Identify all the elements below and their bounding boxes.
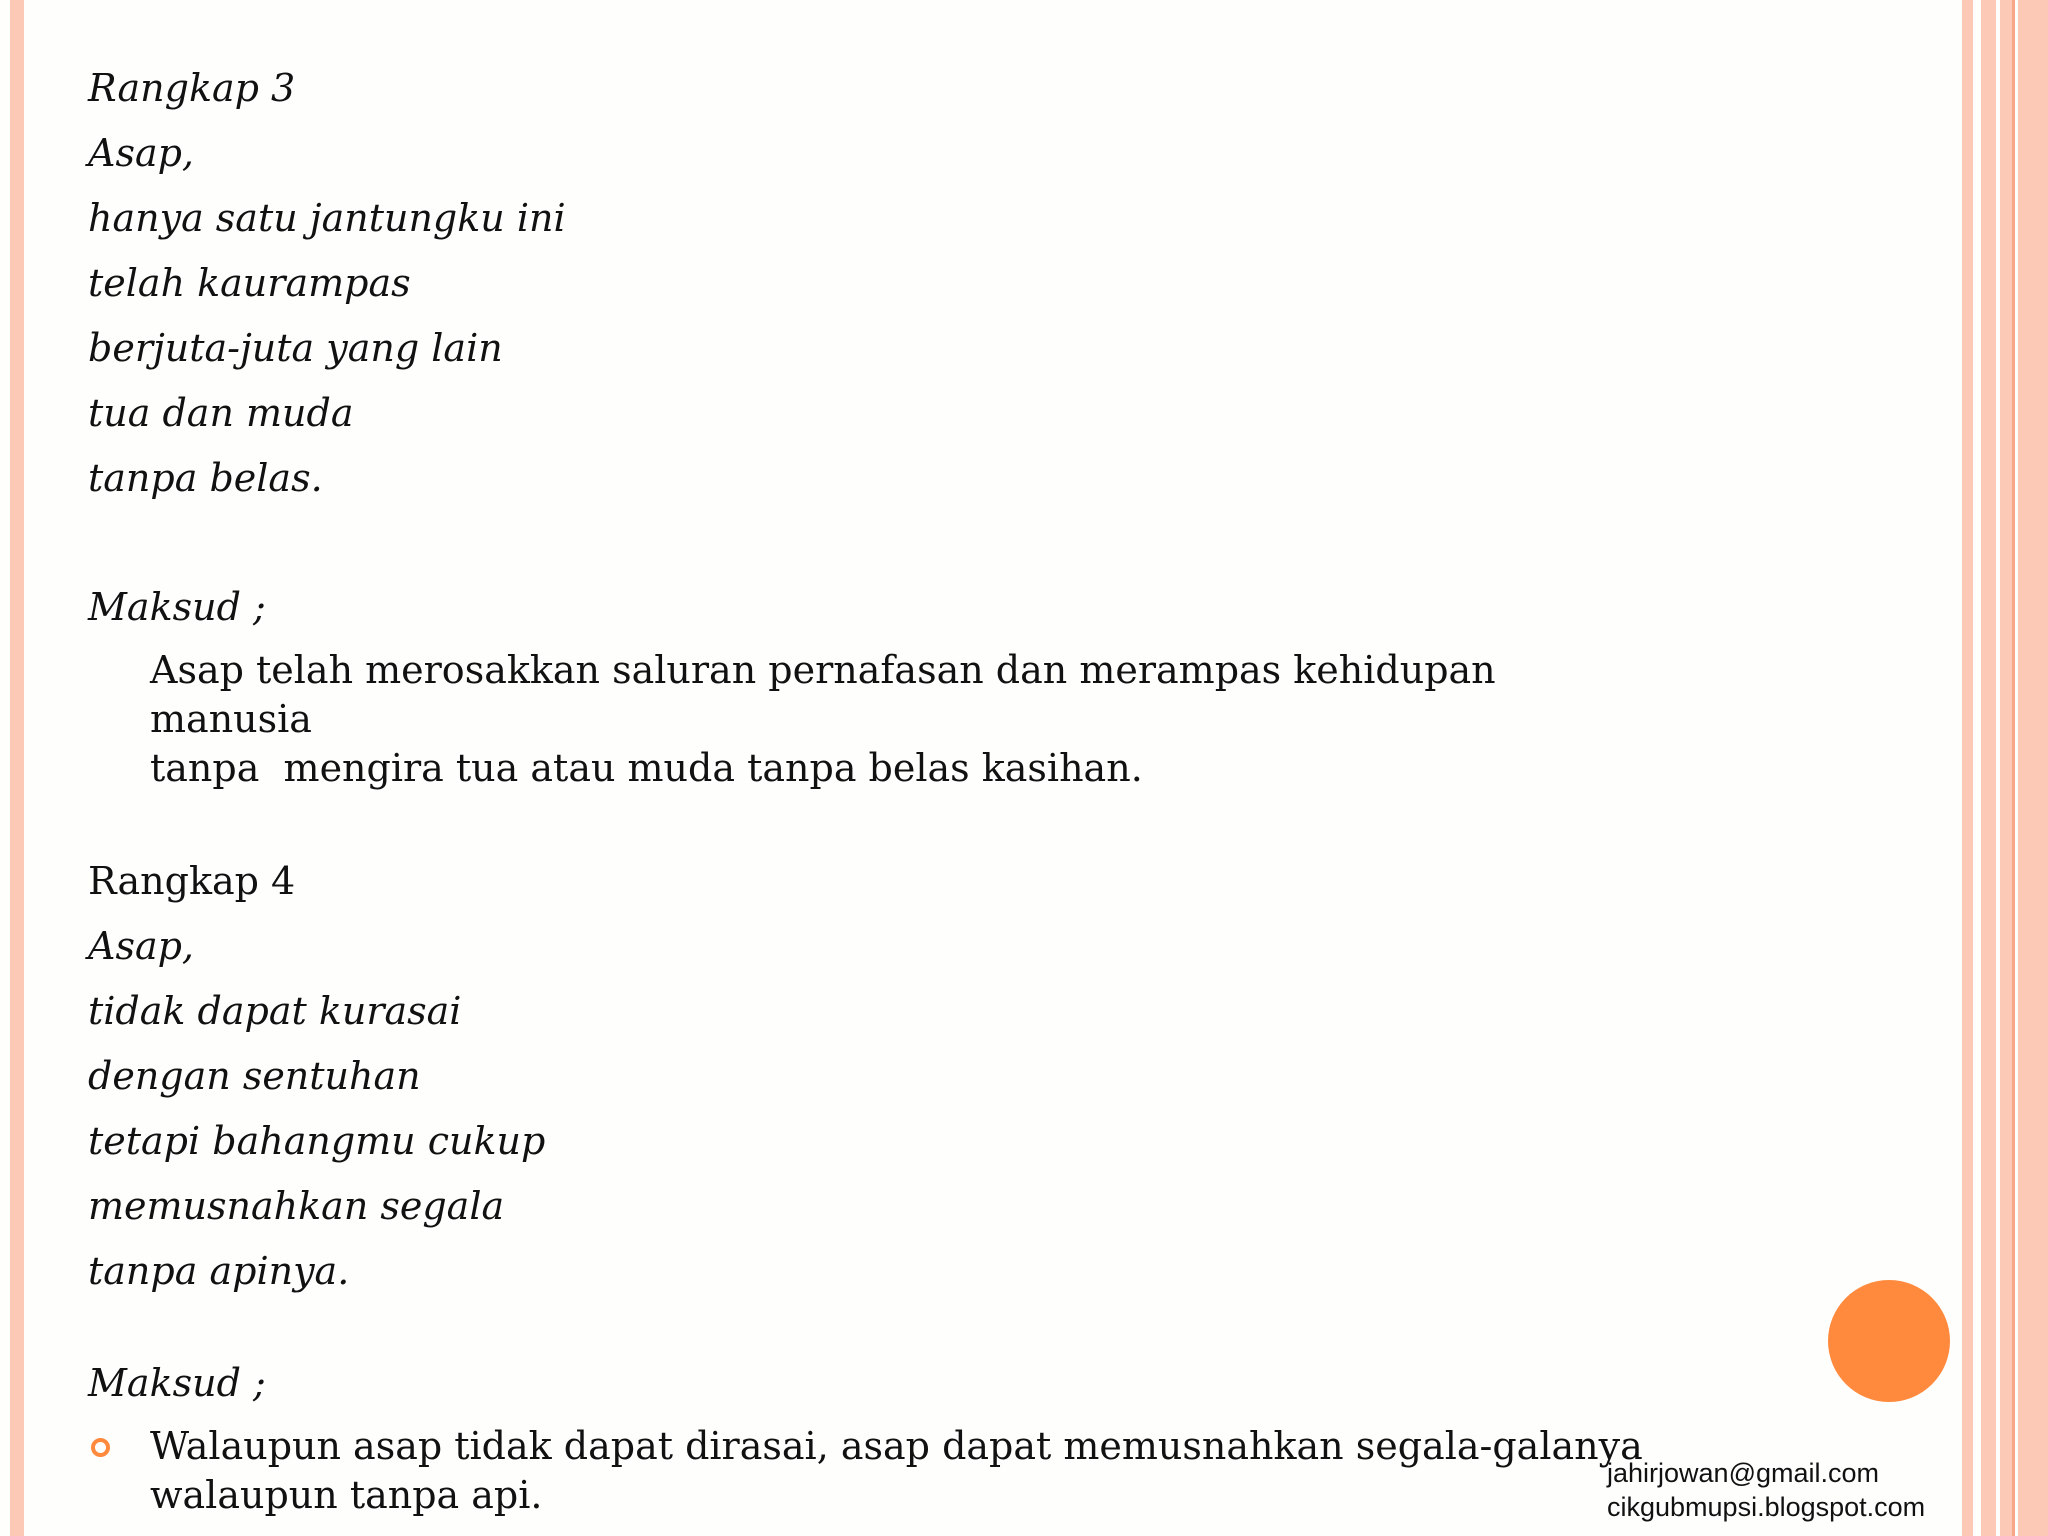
stanza-4-line: memusnahkan segala: [88, 1184, 505, 1228]
bullet-icon: [91, 1438, 110, 1457]
stanza-3-line: tanpa belas.: [88, 456, 323, 500]
stanza-4-line: dengan sentuhan: [88, 1054, 421, 1098]
stanza-4-line: tidak dapat kurasai: [88, 989, 462, 1033]
right-decorative-stripe: [1981, 0, 1996, 1536]
stanza-4-meaning-line: walaupun tanpa api.: [150, 1473, 543, 1517]
stanza-3-meaning: [88, 646, 1648, 793]
right-decorative-line: [2012, 0, 2015, 1536]
slide-content: [88, 62, 1648, 1520]
stanza-3-meaning-line: Asap telah merosakkan saluran pernafasan dan merampas kehidupan manusia: [150, 648, 1508, 741]
stanza-4-line: tanpa apinya.: [88, 1249, 350, 1293]
stanza-4-meaning-line: Walaupun asap tidak dapat dirasai, asap dapat memusnahkan segala-galanya: [150, 1424, 1643, 1468]
right-decorative-stripe: [2018, 0, 2048, 1536]
stanza-3-title: Rangkap 3: [88, 66, 296, 110]
right-decorative-stripe: [1962, 0, 1973, 1536]
stanza-4-line: Asap,: [88, 924, 195, 968]
stanza-3-line: telah kaurampas: [88, 261, 411, 305]
stanza-3-line: Asap,: [88, 131, 195, 175]
footer-blog: cikgubmupsi.blogspot.com: [1607, 1492, 1926, 1522]
footer-credits: [1607, 1456, 1925, 1524]
stanza-3-meaning-line: tanpa mengira tua atau muda tanpa belas kasihan.: [150, 746, 1143, 790]
stanza-3-maksud-label: Maksud ;: [88, 585, 266, 629]
stanza-4-title: Rangkap 4: [88, 859, 296, 903]
footer-email: jahirjowan@gmail.com: [1607, 1458, 1880, 1488]
orange-circle-decoration: [1828, 1280, 1950, 1402]
stanza-3-line: tua dan muda: [88, 391, 354, 435]
right-decorative-stripe: [2000, 0, 2012, 1536]
stanza-3-line: berjuta-juta yang lain: [88, 326, 503, 370]
stanza-4-maksud-label: Maksud ;: [88, 1361, 266, 1405]
left-decorative-stripe: [10, 0, 24, 1536]
stanza-4-line: tetapi bahangmu cukup: [88, 1119, 546, 1163]
stanza-3-line: hanya satu jantungku ini: [88, 196, 566, 240]
stanza-4-meaning: [88, 1422, 1648, 1520]
